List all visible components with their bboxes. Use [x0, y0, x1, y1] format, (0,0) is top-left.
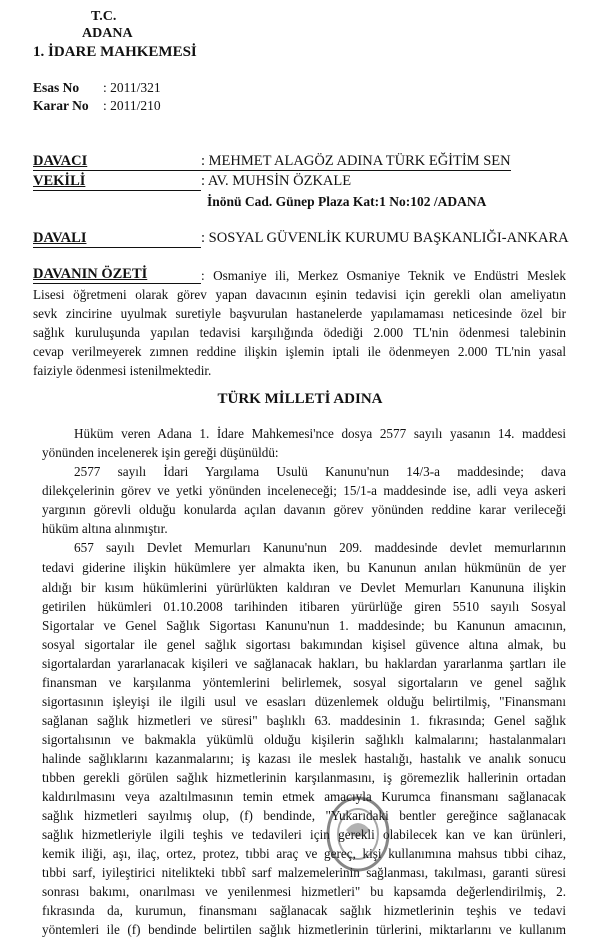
- body-line: sağlık hizmetleriyle ilgili teşhis ve tedavileri için gerekli olabilecek kan ve kan ürünleri,: [42, 827, 566, 842]
- body-line: fıkrasında da, kurumun, finansmanı sağlanacak sağlık hizmetlerinin teşhis ve tedavi: [42, 903, 566, 918]
- ozet-line-4: cevap verilmeyerek zımnen reddine ilişkin işlemin iptali ile ödenmeyen 2.000 TL'nin yasal: [33, 344, 566, 359]
- body-line: yargının görevli olduğu konularda açılan davanın görev yönünden reddine karar verileceği: [42, 502, 566, 517]
- body-line: finansman ve karşılanma yöntemlerini belirlemek, sosyal sigortaların ve genel sağlık: [42, 675, 566, 690]
- body-line: sağlanan sağlık hizmetleri ve süresi" başlıklı 63. maddesinin 1. fıkrasında; Genel sağlık: [42, 713, 566, 728]
- body-line: sigortalardan yararlanacak kişileri ve sağlanacak hakları, bu haklardan yararlanma şartları ile: [42, 656, 566, 671]
- ozet-line-0: : Osmaniye ili, Merkez Osmaniye Teknik ve Endüstri Meslek: [201, 268, 566, 283]
- karar-label: Karar No: [33, 98, 89, 113]
- body-line: 657 sayılı Devlet Memurları Kanunu'nun 209. maddesinde devlet memurlarının: [74, 540, 566, 555]
- body-line: hüküm altına alınmıştır.: [42, 521, 168, 536]
- header-city: ADANA: [82, 26, 133, 41]
- body-line: tedavi giderine ilişkin hükümlere yer almakta iken, bu Kanunun anılan hükmünün de yer: [42, 560, 566, 575]
- esas-value: : 2011/321: [103, 80, 161, 95]
- davaci-value: : MEHMET ALAGÖZ ADINA TÜRK EĞİTİM SEN: [201, 153, 511, 169]
- body-line: sosyal sigortalar ile genel sağlık sigortası bakımından kişisel güvence altına almak, bu: [42, 637, 566, 652]
- ozet-line-2: sevk zincirine uyulmak suretiyle başvurulan hastanelerde yapılamaması neticesinde özel bir: [33, 306, 566, 321]
- header-tc: T.C.: [91, 9, 117, 24]
- body-line: sigortalısının ve bakmakla yükümlü olduğu kişilerin sağlıklı kalmalarını; hastalanmaları: [42, 732, 566, 747]
- body-line: Sigortalar ve Genel Sağlık Sigortası Kanunu'nun 1. maddesinde; bu Kanunun amacının,: [42, 618, 566, 633]
- body-line: dilekçelerinin görev ve yetki yönünden inceleneceği; 15/1-a maddesinde ise, adli veya askeri: [42, 483, 566, 498]
- body-line: yönünden incelenerek işin gereği düşünüldü:: [42, 445, 279, 460]
- davali-value: : SOSYAL GÜVENLİK KURUMU BAŞKANLIĞI-ANKARA: [201, 230, 569, 246]
- ozet-line: [33, 283, 201, 284]
- ozet-line-5: faiziyle ödenmesi istenilmektedir.: [33, 363, 212, 378]
- ozet-label: DAVANIN ÖZETİ: [33, 266, 148, 282]
- vekili-value: : AV. MUHSİN ÖZKALE: [201, 173, 352, 189]
- karar-value: : 2011/210: [103, 98, 161, 113]
- body-line: tıbbi sarf, iyileştirici nitelikteki tıbbî sarf malzemelerinin sağlanması, takılması, garanti süresi: [42, 865, 566, 880]
- esas-label: Esas No: [33, 80, 80, 95]
- davali-line: [33, 247, 201, 248]
- vekili-address: İnönü Cad. Günep Plaza Kat:1 No:102 /ADANA: [207, 194, 487, 209]
- davaci-label: DAVACI: [33, 153, 88, 169]
- body-line: aldığı bir kısım hükümlerini yürürlükten kaldıran ve Devlet Memurları Kanununa ilişkin: [42, 580, 566, 595]
- ozet-line-3: sağlık kuruluşunda yapılan tedavisi karşılığında ödediği 2.000 TL'nin ödenmesi talebinin: [33, 325, 566, 340]
- body-line: sonrası bakımı, onarılması ve yenilenmesi hizmetleri" bu kapsamda değerlendirilmiş, 2.: [42, 884, 566, 899]
- body-line: halinde sağlıklarını kazanmalarını; iş kazası ile meslek hastalığı, hastalık ve analık sonucu: [42, 751, 566, 766]
- seal-stamp: [318, 790, 396, 876]
- davaci-line: [33, 170, 201, 171]
- court-name: 1. İDARE MAHKEMESİ: [33, 44, 197, 60]
- body-line: sigortasının işleyişi ile ilgili usul ve esasları düzenlemek olduğu belirtilmiş, "Finansmanı: [42, 694, 566, 709]
- body-line: sağlık hizmetleri sayılmış olup, (f) bendinde, "Yukarıdaki bentler gereğince sağlanacak: [42, 808, 566, 823]
- davali-label: DAVALI: [33, 230, 87, 246]
- body-line: Hüküm veren Adana 1. İdare Mahkemesi'nce dosya 2577 sayılı yasanın 14. maddesi: [74, 426, 566, 441]
- body-line: kaldırılmasını veya azaltılmasının temin etmek amacıyla Kurumca finansmanı sağlanacak: [42, 789, 566, 804]
- vekili-line: [33, 190, 201, 191]
- body-line: tıbben gerekli görülen sağlık hizmetlerinin karşılanmasını, iş göremezlik hallerinin ortadan: [42, 770, 566, 785]
- vekili-label: VEKİLİ: [33, 173, 86, 189]
- body-line: kemik iliği, aşı, ilaç, ortez, protez, tıbbi araç ve gereç, kişi kullanımına mahsus tıbbi cihaz,: [42, 846, 566, 861]
- body-line: getirilen hükümleri 01.10.2008 tarihinden itibaren yürürlüğe giren 5510 sayılı Sosyal: [42, 599, 566, 614]
- ozet-line-1: Lisesi öğretmeni olarak görev yapan davacının eşinin tedavisi için gerekli olan ameliyatın: [33, 287, 566, 302]
- body-line: 2577 sayılı İdari Yargılama Usulü Kanunu'nun 14/3-a maddesinde; dava: [74, 464, 566, 479]
- body-line: yöntemleri ile (f) bendinde belirtilen sağlık hizmetlerinin türlerini, miktarlarını ve kullanım: [42, 922, 566, 937]
- section-heading: TÜRK MİLLETİ ADINA: [217, 391, 383, 407]
